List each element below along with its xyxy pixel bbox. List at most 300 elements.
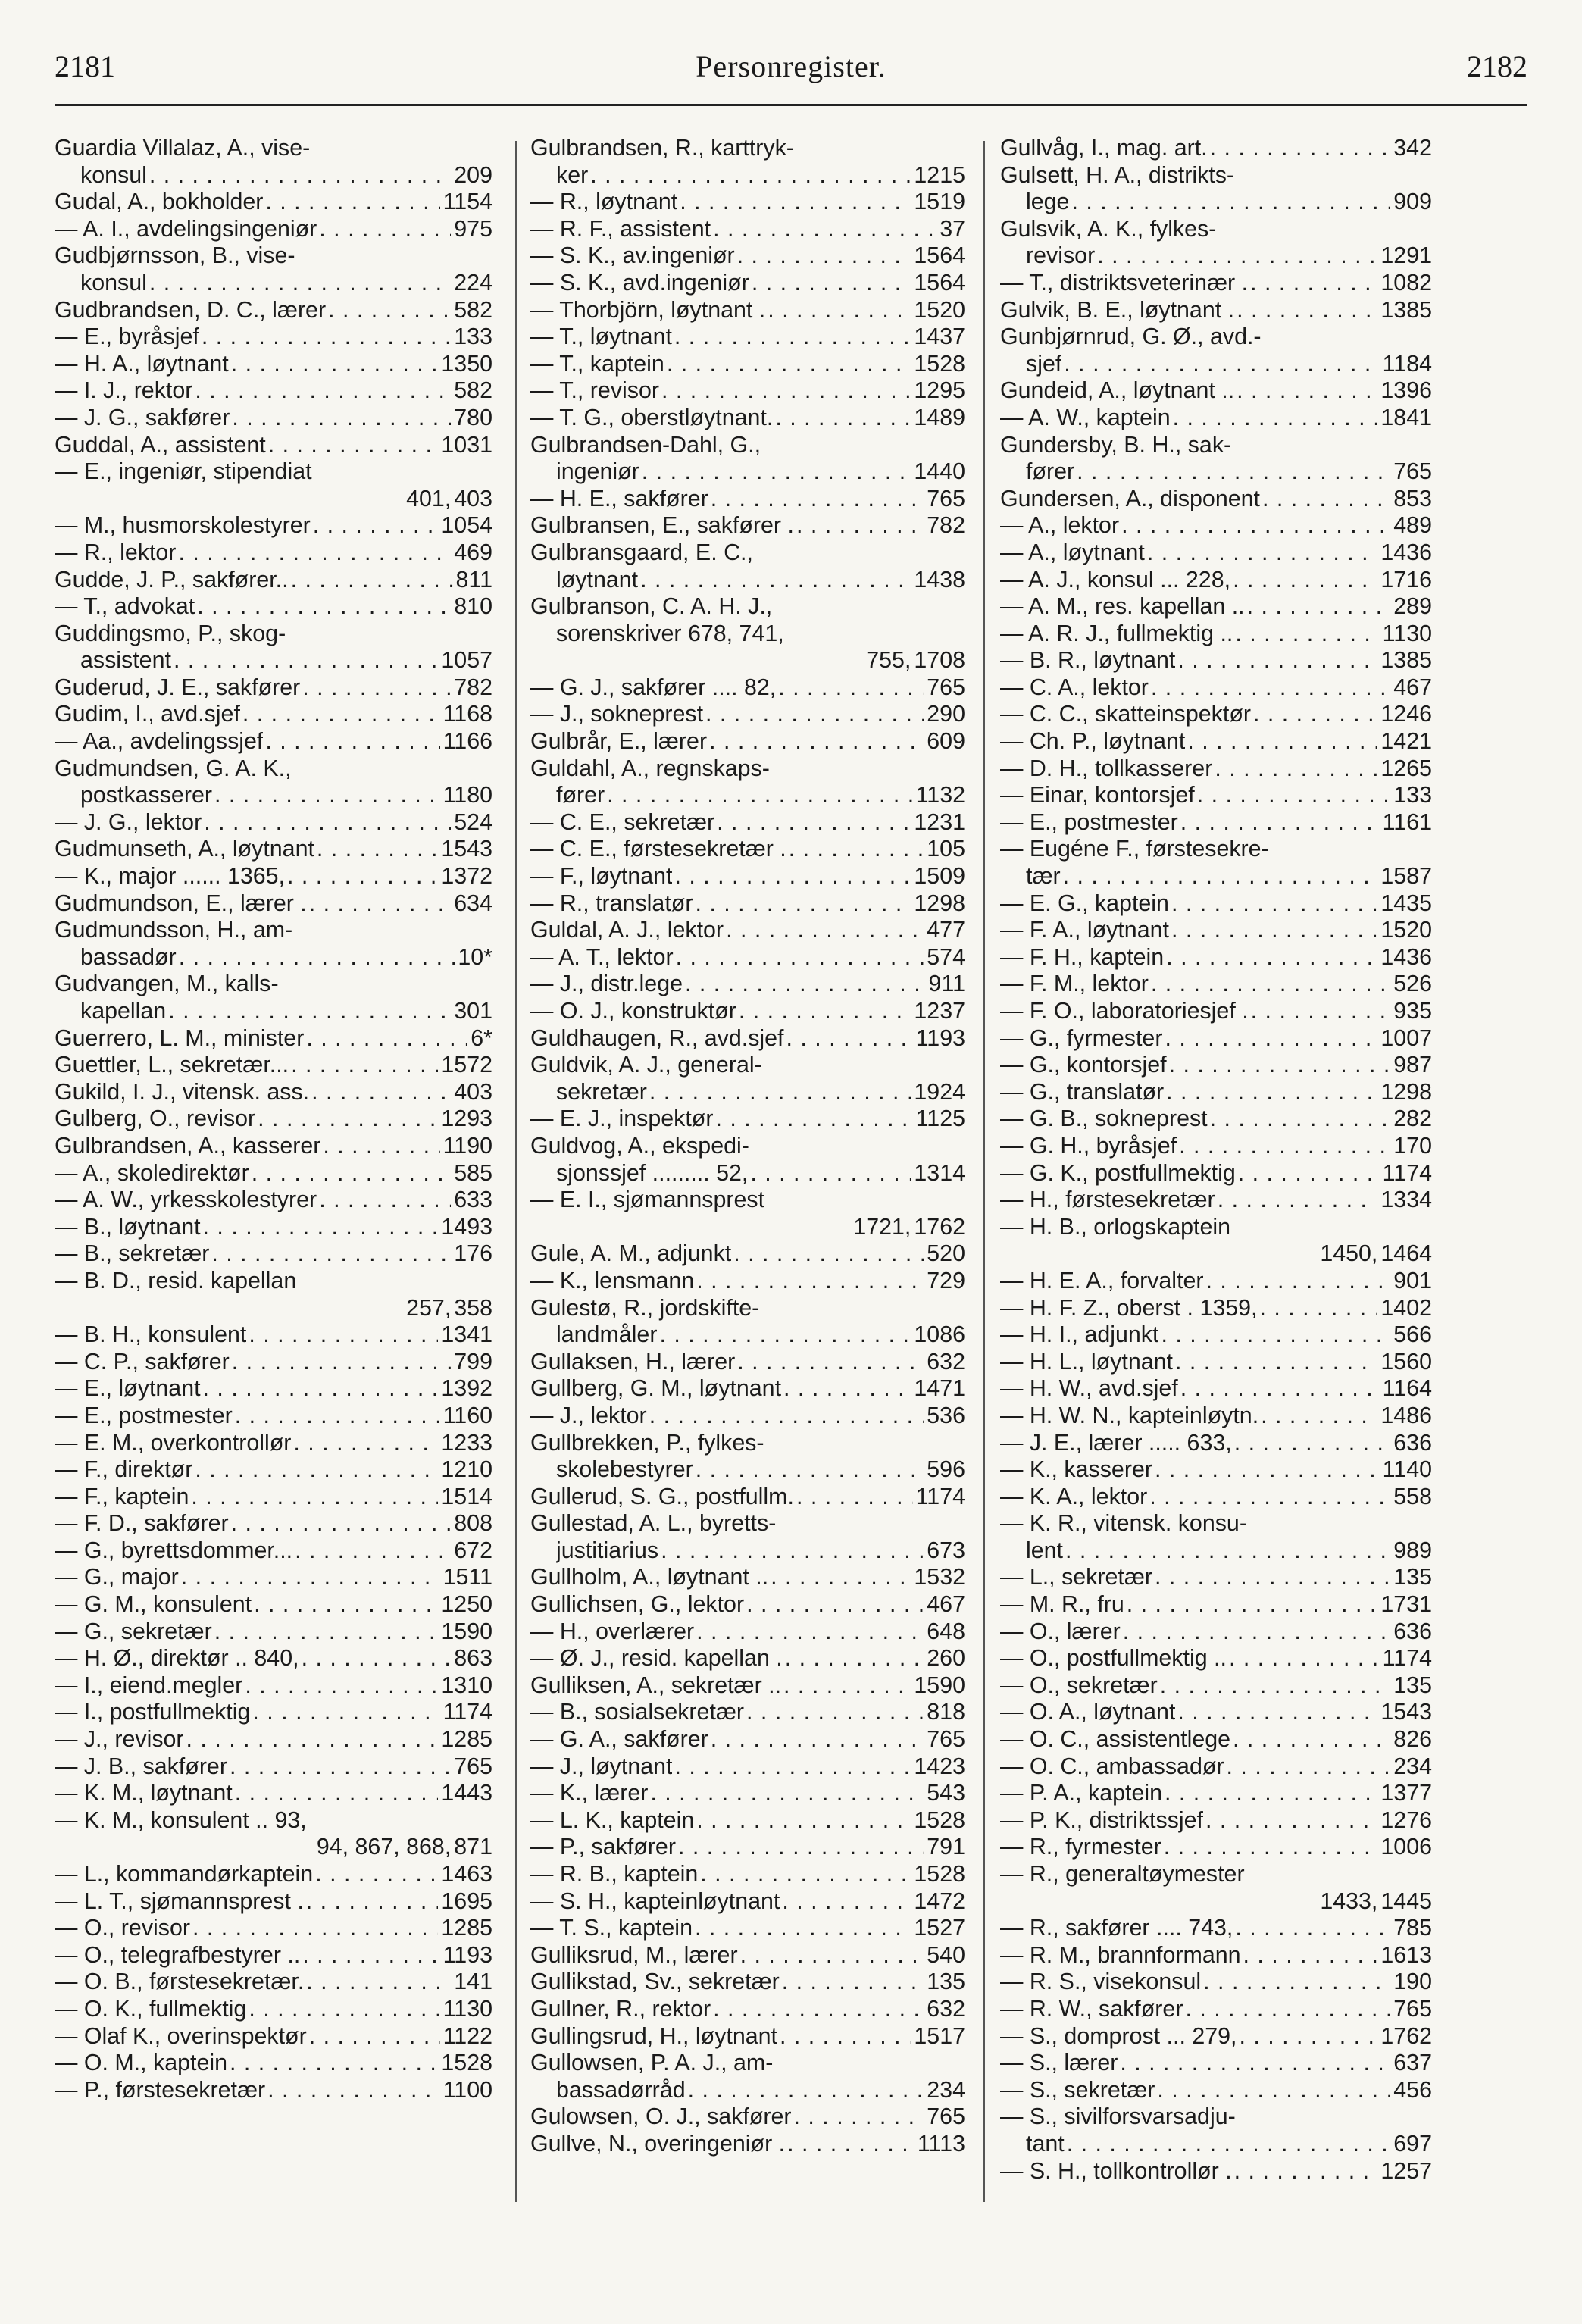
register-entry <box>530 782 965 809</box>
page-reference: 1532 <box>914 1564 965 1591</box>
page-reference: 467 <box>927 1591 965 1618</box>
register-entry <box>55 270 492 297</box>
entry-text: Guldvik, A. J., general- <box>530 1052 762 1078</box>
register-entry <box>1000 836 1432 863</box>
register-entry <box>530 270 965 297</box>
page-reference: 1350 <box>441 350 492 377</box>
entry-text: — E., byråsjef <box>55 324 199 350</box>
page-reference: 1215 <box>914 161 965 188</box>
register-entry <box>530 2050 965 2077</box>
dot-leader <box>693 890 911 918</box>
page-reference: 1528 <box>914 1861 965 1887</box>
page-reference: 1762 <box>914 1213 965 1240</box>
entry-text: konsul <box>80 269 147 296</box>
register-entry <box>55 1726 492 1753</box>
entry-text: — B. H., konsulent <box>55 1322 247 1348</box>
entry-text: — B., løytnant <box>55 1213 201 1240</box>
register-entry <box>1000 1430 1432 1457</box>
register-entry <box>530 1322 965 1349</box>
entry-text: — I., postfullmektig <box>55 1699 251 1725</box>
entry-text: tær <box>1026 863 1061 890</box>
page-reference: 1731 <box>1380 1591 1432 1618</box>
page-reference: 1057 <box>441 647 492 674</box>
register-entry <box>1000 2050 1432 2077</box>
register-entry <box>55 1322 492 1349</box>
register-entry <box>55 189 492 216</box>
page-reference: 456 <box>1393 2076 1432 2103</box>
page-reference: 1402 <box>1380 1294 1432 1321</box>
entry-text: Gundeid, A., løytnant .. <box>1000 377 1235 404</box>
dot-leader <box>201 1375 439 1403</box>
register-entry <box>55 917 492 944</box>
dot-leader <box>242 1672 438 1700</box>
dot-leader <box>199 324 451 351</box>
entry-text: — G., translatør <box>1000 1078 1165 1105</box>
dot-leader <box>731 1240 924 1268</box>
dot-leader <box>1158 1322 1390 1349</box>
dot-leader <box>1124 1591 1378 1619</box>
entry-text: — R. B., kaptein <box>530 1861 699 1887</box>
register-entry <box>1000 2103 1432 2131</box>
entry-text: — R., lektor <box>55 539 177 565</box>
page-reference: 1528 <box>441 2050 492 2076</box>
page-reference: 1154 <box>442 189 492 215</box>
register-entry <box>55 890 492 918</box>
page-reference: 1377 <box>1380 1780 1432 1806</box>
page-reference: 1285 <box>441 1726 492 1753</box>
register-entry <box>1000 162 1432 189</box>
entry-text: — G., byrettsdommer... <box>55 1537 293 1563</box>
dot-leader <box>1121 1619 1391 1646</box>
entry-text: — O., lærer <box>1000 1618 1121 1644</box>
entry-text: — J., revisor <box>55 1726 184 1753</box>
dot-leader <box>647 1079 911 1106</box>
entry-text: — H. E. A., forvalter <box>1000 1267 1204 1293</box>
register-entry <box>530 1888 965 1916</box>
entry-text: — H. F. Z., oberst . 1359, <box>1000 1294 1258 1321</box>
page-reference: 648 <box>927 1618 965 1644</box>
register-column-3 <box>1000 135 1432 2185</box>
entry-text: Gullestad, A. L., byretts- <box>530 1510 777 1537</box>
register-entry <box>530 486 965 513</box>
entry-text: — B. D., resid. kapellan <box>55 1267 297 1293</box>
page-reference: 1385 <box>1380 296 1432 323</box>
register-entry <box>530 917 965 944</box>
register-entry <box>55 755 492 783</box>
dot-leader <box>1149 674 1390 702</box>
page-reference: 1443 <box>441 1780 492 1806</box>
register-entry <box>1000 1160 1432 1187</box>
register-entry <box>55 351 492 378</box>
register-entry <box>1000 647 1432 674</box>
page-reference: 1841 <box>1380 404 1432 430</box>
page-reference: 520 <box>927 1240 965 1267</box>
page-reference: 1132 <box>915 782 965 809</box>
dot-leader <box>1161 1834 1378 1861</box>
register-entry <box>55 1403 492 1430</box>
register-entry <box>1000 377 1432 405</box>
register-entry <box>1000 512 1432 540</box>
register-entry <box>55 1268 492 1295</box>
page-reference: 1168 <box>442 701 492 727</box>
entry-text: — J. E., lærer ..... 633, <box>1000 1429 1232 1456</box>
dot-leader <box>781 1375 911 1403</box>
page-reference: 1528 <box>914 350 965 377</box>
entry-text: Gullner, R., rektor <box>530 1995 711 2022</box>
entry-text: — Einar, kontorsjef <box>1000 782 1195 809</box>
register-entry <box>1000 701 1432 728</box>
page-reference: 133 <box>454 324 492 350</box>
entry-text: — A. W., kaptein <box>1000 404 1171 430</box>
entry-text: Gulbransen, E., sakfører . <box>530 512 794 539</box>
register-entry <box>55 1375 492 1403</box>
register-entry <box>55 567 492 594</box>
register-entry <box>1000 1214 1432 1241</box>
register-entry <box>1000 1268 1432 1295</box>
dot-leader <box>693 1456 924 1484</box>
register-entry <box>1000 1025 1432 1053</box>
page-reference: 135 <box>1393 1564 1432 1591</box>
dot-leader <box>212 1619 439 1646</box>
page-reference: 808 <box>454 1510 492 1537</box>
register-entry <box>530 567 965 594</box>
dot-leader <box>309 1079 451 1106</box>
register-entry <box>1000 782 1432 809</box>
register-entry <box>1000 135 1432 162</box>
register-entry <box>1000 1052 1432 1079</box>
entry-text: — C. E., førstesekretær . <box>530 836 786 862</box>
entry-text: — Thorbjörn, løytnant . <box>530 296 766 323</box>
register-entry <box>55 2077 492 2104</box>
entry-text: — P. A., kaptein <box>1000 1780 1162 1806</box>
page-reference: 1517 <box>914 2022 965 2049</box>
dot-leader <box>708 1726 924 1753</box>
page-reference: 469 <box>454 539 492 565</box>
register-entry <box>1000 1564 1432 1591</box>
entry-text: Gudde, J. P., sakfører.. <box>55 566 289 593</box>
dot-leader <box>749 270 911 297</box>
register-entry <box>530 1510 965 1537</box>
entry-text: — K. M., konsulent .. 93, <box>55 1806 307 1833</box>
dot-leader <box>190 1915 438 1942</box>
page-reference: 1174 <box>915 1483 965 1509</box>
page-reference: 729 <box>927 1267 965 1293</box>
page-reference: 1314 <box>914 1159 965 1186</box>
page-reference: 911 <box>928 971 965 997</box>
register-entry <box>55 405 492 432</box>
page-reference: 1437 <box>914 324 965 350</box>
dot-leader <box>263 189 439 216</box>
register-entry <box>55 324 492 351</box>
register-entry <box>55 135 492 162</box>
dot-leader <box>1234 377 1377 405</box>
dot-leader <box>1236 1160 1380 1187</box>
dot-leader <box>783 1645 924 1672</box>
page-reference: 1161 <box>1382 809 1432 835</box>
page-reference: 765 <box>454 1753 492 1779</box>
entry-text: — C. E., sekretær <box>530 809 715 835</box>
register-entry <box>1000 1834 1432 1861</box>
dot-leader <box>1061 351 1379 378</box>
register-entry <box>530 242 965 270</box>
entry-text: — B. R., løytnant <box>1000 647 1176 674</box>
dot-leader <box>304 1969 451 1996</box>
register-entry <box>530 377 965 405</box>
page-reference: 975 <box>454 215 492 242</box>
register-entry <box>530 998 965 1025</box>
dot-leader <box>694 1619 924 1646</box>
dot-leader <box>776 674 924 702</box>
page-reference: 810 <box>454 593 492 620</box>
entry-text: 1450, <box>1320 1240 1378 1267</box>
register-entry <box>1000 1079 1432 1106</box>
dot-leader <box>300 674 451 702</box>
entry-text: — H., overlærer <box>530 1618 695 1644</box>
dot-leader <box>1177 1133 1390 1160</box>
register-entry <box>530 1349 965 1376</box>
dot-leader <box>292 1537 451 1565</box>
entry-text: — P. K., distriktssjef <box>1000 1806 1203 1833</box>
register-entry <box>1000 1484 1432 1511</box>
entry-text: — K., lærer <box>530 1780 649 1806</box>
register-entry <box>530 1726 965 1753</box>
register-entry <box>55 1430 492 1457</box>
dot-leader <box>209 1240 451 1268</box>
page-reference: 1613 <box>1380 1941 1432 1968</box>
register-entry <box>1000 1106 1432 1133</box>
page-reference: 1590 <box>441 1618 492 1644</box>
register-entry <box>55 1888 492 1916</box>
entry-text: Guldhaugen, R., avd.sjef <box>530 1024 784 1051</box>
page-reference: 672 <box>454 1537 492 1563</box>
page-reference: 782 <box>454 674 492 700</box>
page-reference: 1436 <box>1380 943 1432 970</box>
dot-leader <box>304 1888 439 1916</box>
register-entry <box>530 2077 965 2104</box>
page-reference: 1298 <box>1380 1078 1432 1105</box>
dot-leader <box>249 1160 452 1187</box>
entry-text: — G. M., konsulent <box>55 1591 252 1618</box>
entry-text: — G. A., sakfører <box>530 1726 708 1753</box>
register-entry <box>55 782 492 809</box>
entry-text: — O. M., kaptein <box>55 2050 228 2076</box>
entry-text: Gundersby, B. H., sak- <box>1000 431 1232 458</box>
dot-leader <box>781 1672 911 1700</box>
register-entry <box>530 1942 965 1969</box>
register-entry <box>1000 2131 1432 2158</box>
page-reference: 477 <box>927 917 965 943</box>
dot-leader <box>1158 1672 1391 1700</box>
register-entry <box>1000 324 1432 351</box>
entry-text: — Olaf K., overinspektør <box>55 2022 307 2049</box>
entry-text: tant <box>1026 2130 1065 2157</box>
page-reference: 765 <box>927 485 965 511</box>
dot-leader <box>786 836 924 863</box>
dot-leader <box>768 1564 911 1591</box>
register-entry <box>55 1591 492 1619</box>
register-entry <box>55 377 492 405</box>
entry-text: ker <box>556 161 589 188</box>
register-entry <box>530 1133 965 1160</box>
register-entry <box>1000 1672 1432 1700</box>
register-column-1 <box>55 135 492 2103</box>
page-reference: 1086 <box>914 1322 965 1348</box>
entry-text: skolebestyrer <box>556 1456 693 1483</box>
dot-leader <box>647 1403 924 1430</box>
register-entry <box>55 1996 492 2023</box>
dot-leader <box>686 2077 924 2104</box>
entry-text: Gule, A. M., adjunkt <box>530 1240 732 1267</box>
register-entry <box>55 1699 492 1726</box>
page-reference: 234 <box>1393 1753 1432 1779</box>
dot-leader <box>1227 1645 1380 1672</box>
entry-text: Gullve, N., overingeniør . <box>530 2130 786 2157</box>
dot-leader <box>1147 1484 1390 1511</box>
register-entry <box>55 1106 492 1133</box>
entry-text: — M., husmorskolestyrer <box>55 512 311 539</box>
entry-text: — O. K., fullmektig <box>55 1995 247 2022</box>
page-reference: 609 <box>927 728 965 755</box>
page-reference: 37 <box>940 215 965 242</box>
register-entry <box>55 1672 492 1700</box>
page-reference: 1489 <box>914 404 965 430</box>
dot-leader <box>195 593 451 621</box>
page-reference: 1572 <box>441 1052 492 1078</box>
register-entry <box>55 1133 492 1160</box>
entry-text: sorenskriver 678, 741, <box>556 620 784 646</box>
page-reference: 632 <box>927 1348 965 1375</box>
page-reference: 1310 <box>441 1672 492 1698</box>
register-entry <box>1000 621 1432 648</box>
entry-text: — F. A., løytnant <box>1000 917 1169 943</box>
dot-leader <box>192 1456 438 1484</box>
dot-leader <box>588 162 911 189</box>
register-entry <box>530 809 965 837</box>
dot-leader <box>694 1268 924 1295</box>
register-entry <box>55 242 492 270</box>
dot-leader <box>648 1780 924 1807</box>
register-entry <box>530 1403 965 1430</box>
register-entry <box>55 1753 492 1781</box>
register-entry <box>1000 890 1432 918</box>
register-entry <box>530 890 965 918</box>
register-entry <box>530 1807 965 1834</box>
register-entry <box>1000 216 1432 243</box>
entry-text: — Eugéne F., førstesekre- <box>1000 836 1269 862</box>
entry-text: — F., kaptein <box>55 1483 189 1509</box>
entry-text: Gullingsrud, H., løytnant <box>530 2022 777 2049</box>
page-reference: 1438 <box>914 566 965 593</box>
entry-text: Gulsvik, A. K., fylkes- <box>1000 215 1217 242</box>
register-entry <box>1000 2023 1432 2050</box>
dot-leader <box>202 809 451 837</box>
entry-text: Gudim, I., avd.sjef <box>55 701 240 727</box>
dot-leader <box>1162 1025 1377 1053</box>
entry-text: — E. G., kaptein <box>1000 890 1169 916</box>
register-entry <box>55 2050 492 2077</box>
page-reference: 1100 <box>442 2076 492 2103</box>
register-entry <box>530 1079 965 1106</box>
register-entry <box>1000 2158 1432 2185</box>
entry-text: — O. B., førstesekretær. <box>55 1969 305 1995</box>
dot-leader <box>748 1160 911 1187</box>
dot-leader <box>1232 1430 1391 1457</box>
page-reference: 1007 <box>1380 1024 1432 1051</box>
page-reference: 1762 <box>1380 2022 1432 2049</box>
register-entry <box>55 998 492 1025</box>
dot-leader <box>1061 863 1378 890</box>
register-entry <box>1000 297 1432 324</box>
dot-leader <box>1169 890 1377 918</box>
entry-text: justitiarius <box>556 1537 659 1563</box>
entry-text: Gulliksen, A., sekretær .. <box>530 1672 782 1698</box>
page-reference: 765 <box>1393 1995 1432 2022</box>
entry-text: — F. M., lektor <box>1000 971 1149 997</box>
dot-leader <box>676 1834 924 1861</box>
register-entry <box>1000 1510 1432 1537</box>
dot-leader <box>317 216 451 243</box>
dot-leader <box>780 1969 924 1996</box>
register-entry <box>530 2131 965 2158</box>
entry-text: 1433, <box>1320 1888 1378 1914</box>
page-reference: 1140 <box>1382 1456 1432 1483</box>
dot-leader <box>1164 1079 1377 1106</box>
page-reference: 1291 <box>1380 242 1432 269</box>
entry-text: — A., løytnant <box>1000 539 1145 565</box>
entry-text: Guddingsmo, P., skog- <box>55 620 286 646</box>
dot-leader <box>605 782 912 809</box>
entry-text: Gullichsen, G., lektor <box>530 1591 745 1618</box>
entry-text: — F., løytnant <box>530 863 673 890</box>
dot-leader <box>693 1915 911 1942</box>
register-entry <box>55 1780 492 1807</box>
entry-text: bassadør <box>80 943 177 970</box>
dot-leader <box>1118 2050 1390 2077</box>
register-entry <box>530 1052 965 1079</box>
entry-text: — J. G., sakfører <box>55 404 230 430</box>
register-entry <box>55 971 492 998</box>
register-entry <box>1000 1915 1432 1942</box>
entry-text: 257, <box>406 1294 452 1321</box>
register-entry <box>1000 944 1432 971</box>
page-reference: 697 <box>1393 2130 1432 2157</box>
register-entry <box>530 1375 965 1403</box>
register-entry <box>1000 809 1432 837</box>
page-reference: 634 <box>454 890 492 916</box>
entry-text: — H. E., sakfører <box>530 485 708 511</box>
register-entry <box>55 593 492 621</box>
register-entry <box>1000 593 1432 621</box>
entry-text: — O. C., ambassadør <box>1000 1753 1224 1779</box>
page-reference: 209 <box>454 161 492 188</box>
page-reference: 176 <box>454 1240 492 1267</box>
page-reference: 105 <box>927 836 965 862</box>
entry-text: Gulliksrud, M., lærer <box>530 1941 738 1968</box>
entry-text: Gudmundsson, H., am- <box>55 917 293 943</box>
dot-leader <box>299 1645 452 1672</box>
register-entry <box>1000 1375 1432 1403</box>
entry-text: — R. M., brannformann <box>1000 1941 1241 1968</box>
register-entry <box>55 1564 492 1591</box>
entry-text: — J. G., lektor <box>55 809 202 835</box>
entry-text: — H. L., løytnant <box>1000 1348 1174 1375</box>
register-entry <box>1000 1456 1432 1484</box>
dot-leader <box>147 162 451 189</box>
page-reference: 791 <box>927 1834 965 1860</box>
page-reference: 632 <box>927 1995 965 2022</box>
page-reference: 1463 <box>441 1861 492 1887</box>
page-reference: 290 <box>927 701 965 727</box>
